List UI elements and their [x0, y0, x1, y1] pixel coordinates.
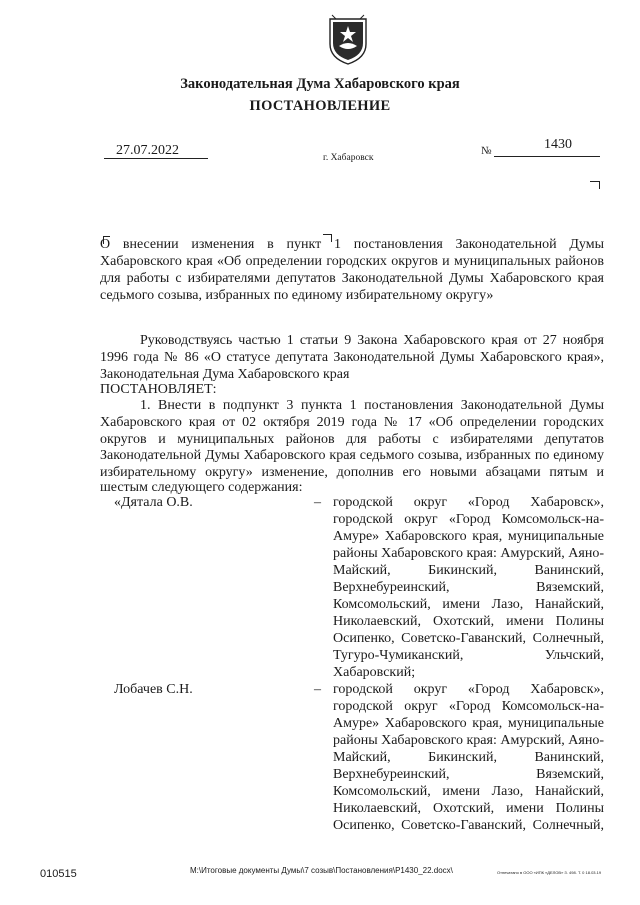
entry-line: городской округ «Город Хабаровск», — [333, 495, 604, 510]
preamble-decree: ПОСТАНОВЛЯЕТ: — [100, 382, 217, 397]
entry-line: городской округ «Город Комсомольск-на- — [333, 512, 604, 527]
document-date: 27.07.2022 — [116, 143, 179, 158]
entry-line: Амуре» Хабаровского края, муниципальные — [333, 716, 604, 731]
title-line: седьмого созыва, избранных по единому избирательному округу» — [100, 288, 494, 303]
title-line: О внесении изменения в пункт 1 постановления Законодательной Думы — [100, 237, 604, 252]
organization-name: Законодательная Дума Хабаровского края — [180, 76, 460, 92]
footer-file-path: M:\Итоговые документы Думы\7 созыв\Постановления\Р1430_22.docx\ — [190, 866, 453, 875]
document-type: ПОСТАНОВЛЕНИЕ — [249, 98, 391, 114]
entry-dash: – — [314, 495, 321, 510]
footer-code: 010515 — [40, 868, 77, 880]
clause-line: округов и муниципальных районов для работы с избирателями депутатов — [100, 432, 604, 447]
entry-line: Хабаровский; — [333, 665, 416, 680]
coat-of-arms-icon — [326, 14, 370, 66]
entry-line: Тугуро-Чумиканский, Ульчский, — [333, 648, 604, 663]
clause-line: избирательному округу» изменение, дополнив его новыми абзацами пятым и — [100, 465, 604, 480]
entry-line: Комсомольский, имени Лазо, Нанайский, — [333, 784, 604, 799]
entry-line: районы Хабаровского края: Амурский, Аяно- — [333, 546, 605, 561]
preamble-line: 1996 года № 86 «О статусе депутата Законодательной Думы Хабаровского края», — [100, 350, 604, 365]
corner-mark-right — [590, 181, 600, 189]
entry-line: районы Хабаровского края: Амурский, Аяно- — [333, 733, 605, 748]
entry-line: городской округ «Город Комсомольск-на- — [333, 699, 604, 714]
entry-line: Верхнебуреинский, Вяземский, — [333, 580, 604, 595]
entry-line: Комсомольский, имени Лазо, Нанайский, — [333, 597, 604, 612]
entry-line: городской округ «Город Хабаровск», — [333, 682, 604, 697]
clause-line: шестым следующего содержания: — [100, 480, 303, 495]
preamble-line: Руководствуясь частью 1 статьи 9 Закона Хабаровского края от 27 ноября — [140, 333, 604, 348]
clause-line: Законодательной Думы Хабаровского края седьмого созыва, избранных по единому — [100, 448, 604, 463]
entry-line: Николаевский, Охотский, имени Полины — [333, 801, 604, 816]
entry-line: Осипенко, Советско-Гаванский, Солнечный, — [333, 818, 604, 833]
footer-print-note: Отпечатано в ООО «ИПК «ДЕЛОВ» З. 498. Т. 0 18.03.19 — [497, 870, 602, 875]
entry-line: Верхнебуреинский, Вяземский, — [333, 767, 604, 782]
number-sign: № — [481, 145, 492, 157]
preamble-line: Законодательная Дума Хабаровского края — [100, 367, 350, 382]
entry-name: Лобачев С.Н. — [114, 682, 193, 697]
title-line: для работы с избирателями депутатов Законодательной Думы Хабаровского края — [100, 271, 604, 286]
entry-line: Майский, Бикинский, Ванинский, — [333, 563, 604, 578]
clause-line: 1. Внести в подпункт 3 пункта 1 постановления Законодательной Думы — [140, 398, 604, 413]
clause-line: Хабаровского края от 02 октября 2019 года № 17 «Об определении городских — [100, 415, 604, 430]
date-underline — [104, 158, 208, 159]
entry-line: Майский, Бикинский, Ванинский, — [333, 750, 604, 765]
document-number: 1430 — [544, 137, 572, 152]
entry-dash: – — [314, 682, 321, 697]
entry-name: «Дятала О.В. — [114, 495, 193, 510]
number-underline — [494, 156, 600, 157]
entry-line: Николаевский, Охотский, имени Полины — [333, 614, 604, 629]
document-city: г. Хабаровск — [323, 153, 374, 163]
entry-line: Осипенко, Советско-Гаванский, Солнечный, — [333, 631, 604, 646]
title-line: Хабаровского края «Об определении городских округов и муниципальных районов — [100, 254, 604, 269]
entry-line: Амуре» Хабаровского края, муниципальные — [333, 529, 604, 544]
